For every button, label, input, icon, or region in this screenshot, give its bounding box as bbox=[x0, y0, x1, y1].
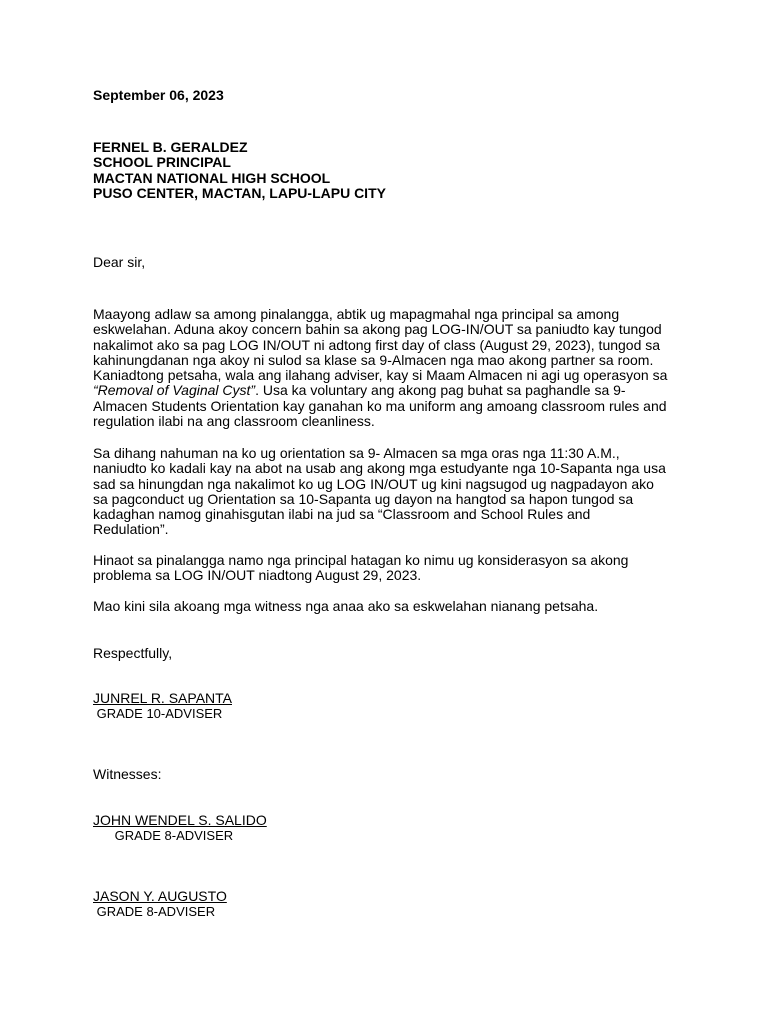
paragraph-line bbox=[93, 383, 693, 398]
paragraph-line: Hinaot sa pinalangga namo nga principal hatagan ko nimu ug konsiderasyon sa akong bbox=[93, 552, 629, 568]
signatory-name: JUNREL R. SAPANTA bbox=[93, 690, 232, 706]
witness-name: JASON Y. AUGUSTO bbox=[93, 888, 227, 904]
salutation: Dear sir, bbox=[93, 254, 146, 270]
letter-date: September 06, 2023 bbox=[93, 87, 224, 103]
paragraph-line: Kaniadtong petsaha, wala ang ilahang adviser, kay si Maam Almacen ni agi ug operasyon sa bbox=[93, 367, 668, 384]
witness-role: GRADE 8-ADVISER bbox=[93, 904, 216, 920]
paragraph-line: naniudto ko kadali kay na abot na usab ang akong mga estudyante nga 10-Sapanta nga usa bbox=[93, 460, 666, 477]
body-paragraph-2 bbox=[93, 446, 693, 538]
recipient-address: PUSO CENTER, MACTAN, LAPU-LAPU CITY bbox=[93, 184, 386, 201]
recipient-name: FERNEL B. GERALDEZ bbox=[93, 139, 248, 155]
recipient-block bbox=[93, 140, 693, 201]
paragraph-line: Almacen Students Orientation kay ganahan ko ma uniform ang amoang classroom rules and bbox=[93, 397, 667, 414]
paragraph-line: eskwelahan. Aduna akoy concern bahin sa akong pag LOG-IN/OUT sa paniudto kay tungod bbox=[93, 321, 662, 338]
witness-block bbox=[93, 813, 693, 844]
body-paragraph-1 bbox=[93, 307, 693, 429]
paragraph-line: kadaghan namog ginahisgutan ilabi na jud sa “Classroom and School Rules and bbox=[93, 506, 591, 523]
paragraph-line: Sa dihang nahuman na ko ug orientation sa 9- Almacen sa mga oras nga 11:30 A.M., bbox=[93, 445, 620, 461]
recipient-school: MACTAN NATIONAL HIGH SCHOOL bbox=[93, 169, 331, 186]
recipient-title: SCHOOL PRINCIPAL bbox=[93, 154, 231, 171]
witnesses-label: Witnesses: bbox=[93, 766, 162, 782]
paragraph-line: kahinungdanan nga akoy ni sulod sa klase sa 9-Almacen nga mao akong partner sa room. bbox=[93, 351, 654, 368]
body-paragraph-3 bbox=[93, 553, 693, 584]
witness-name: JOHN WENDEL S. SALIDO bbox=[93, 812, 267, 828]
paragraph-text: . Usa ka voluntary ang akong pag buhat sa paghandle sa 9- bbox=[255, 382, 626, 399]
closing: Respectfully, bbox=[93, 645, 173, 661]
signatory-role: GRADE 10-ADVISER bbox=[93, 706, 223, 722]
witness-role: GRADE 8-ADVISER bbox=[93, 828, 234, 844]
paragraph-line: nakalimot ako sa pag LOG IN/OUT ni adtong first day of class (August 29, 2023), tungod sa bbox=[93, 336, 661, 353]
witness-block bbox=[93, 889, 693, 920]
paragraph-line: Redulation”. bbox=[93, 521, 169, 538]
paragraph-line: Maayong adlaw sa among pinalangga, abtik ug mapagmahal nga principal sa among bbox=[93, 306, 620, 322]
paragraph-line: Mao kini sila akoang mga witness nga anaa ako sa eskwelahan nianang petsaha. bbox=[93, 598, 599, 614]
paragraph-line: sad sa hinungdan nga nakalimot ko ug LOG IN/OUT ug kini nagsugod ug nagpadayon ako bbox=[93, 475, 654, 492]
signatory-block bbox=[93, 691, 693, 722]
paragraph-line: regulation ilabi na ang classroom cleanliness. bbox=[93, 413, 375, 430]
body-paragraph-4 bbox=[93, 599, 693, 614]
italic-phrase: “Removal of Vaginal Cyst” bbox=[93, 382, 256, 399]
paragraph-line: sa pagconduct ug Orientation sa 10-Sapanta ug dayon na hangtod sa hapon tungod sa bbox=[93, 490, 634, 507]
paragraph-line: problema sa LOG IN/OUT niadtong August 29, 2023. bbox=[93, 567, 422, 584]
